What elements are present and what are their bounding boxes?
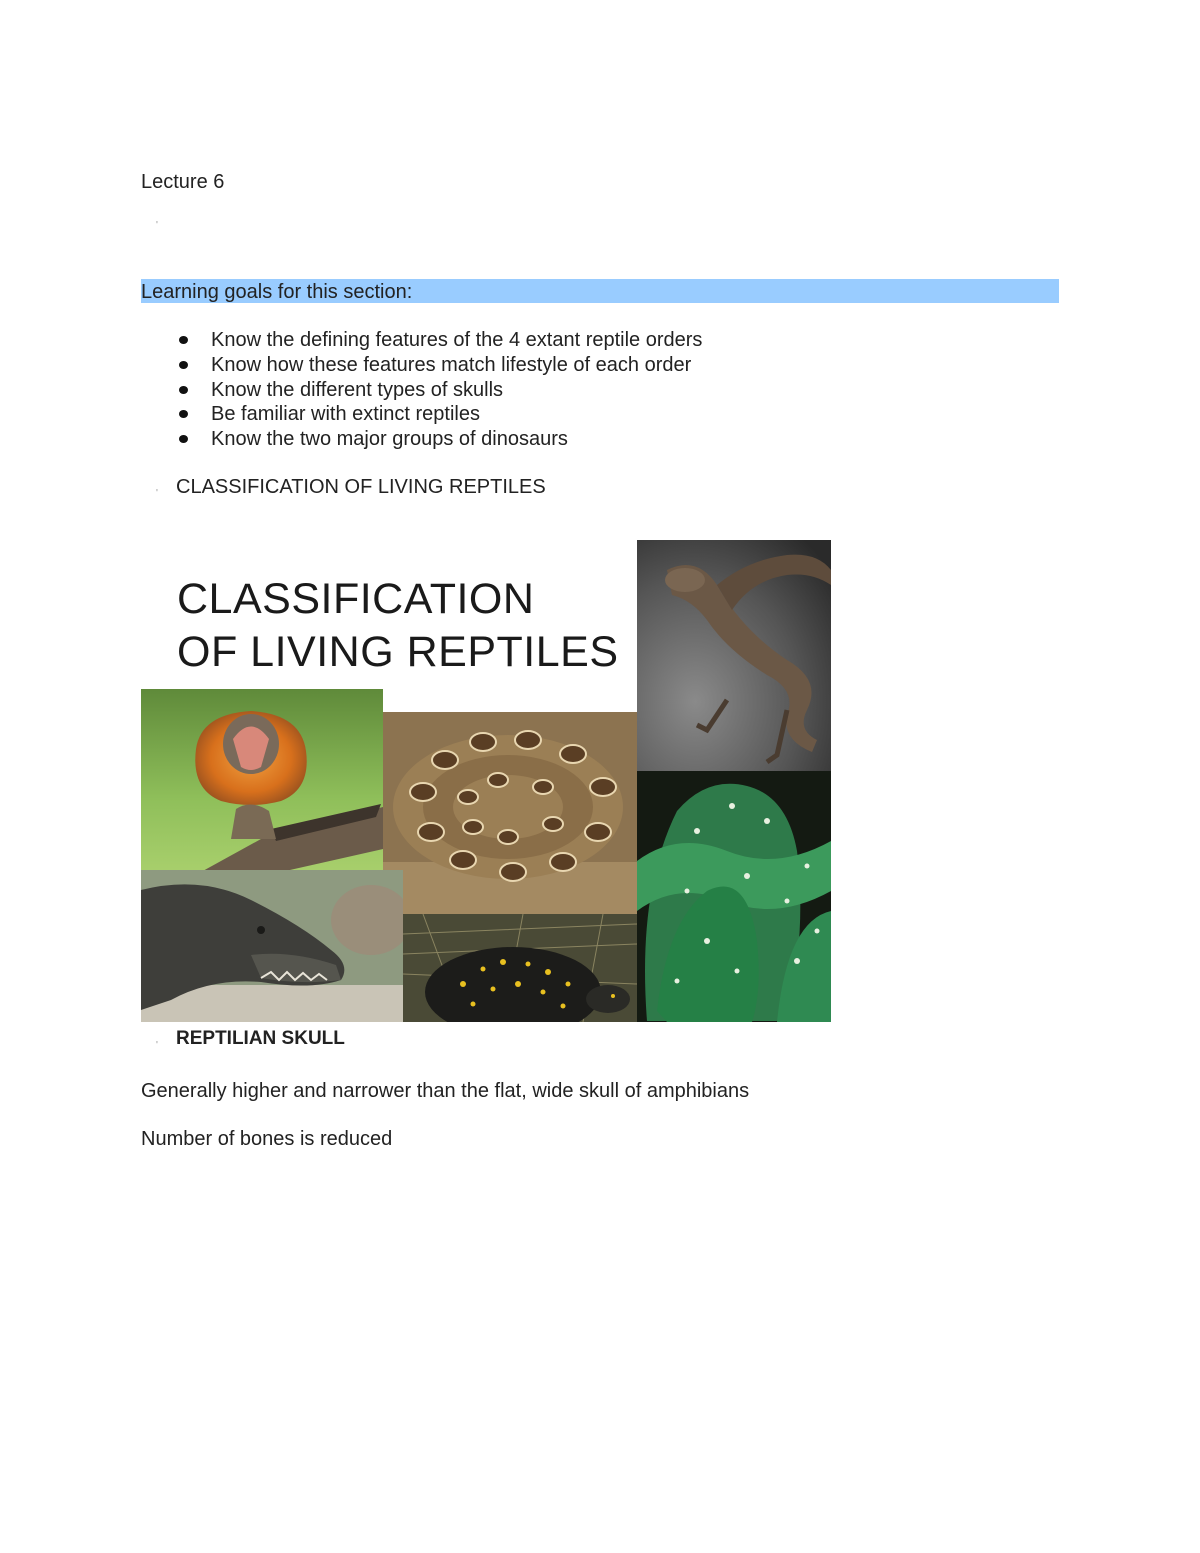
list-item bbox=[176, 378, 702, 403]
list-item-text: Know the different types of skulls bbox=[211, 378, 504, 401]
lecture-title: Lecture 6 bbox=[141, 171, 225, 193]
bullet-icon bbox=[179, 435, 188, 443]
list-item-text: Be familiar with extinct reptiles bbox=[211, 403, 480, 426]
list-item bbox=[176, 328, 702, 353]
bullet-icon bbox=[179, 386, 188, 394]
learning-goals-heading: Learning goals for this section: bbox=[141, 281, 413, 303]
bullet-icon bbox=[179, 361, 188, 369]
section-heading-reptilian-skull: REPTILIAN SKULL bbox=[176, 1028, 345, 1049]
section-heading-classification: CLASSIFICATION OF LIVING REPTILES bbox=[176, 476, 546, 498]
tick-mark: ' bbox=[156, 1040, 158, 1051]
reptile-collage-image bbox=[141, 540, 831, 1022]
viper-photo bbox=[383, 712, 637, 914]
list-item bbox=[176, 427, 702, 452]
list-item-text: Know how these features match lifestyle of each order bbox=[211, 353, 692, 376]
paragraph: Number of bones is reduced bbox=[141, 1128, 393, 1150]
list-item-text: Know the two major groups of dinosaurs bbox=[211, 428, 568, 451]
collage-title-line: OF LIVING REPTILES bbox=[177, 628, 619, 676]
collage-title bbox=[177, 573, 619, 679]
alligator-photo bbox=[141, 870, 403, 1022]
collage-title-line: CLASSIFICATION bbox=[177, 575, 535, 623]
list-item-text: Know the defining features of the 4 extant reptile orders bbox=[211, 329, 703, 351]
list-item bbox=[176, 353, 702, 378]
paragraph: Generally higher and narrower than the flat, wide skull of amphibians bbox=[141, 1080, 750, 1102]
bullet-icon bbox=[179, 336, 188, 344]
list-item bbox=[176, 402, 702, 427]
skink-photo bbox=[637, 540, 831, 771]
learning-goals-list bbox=[176, 328, 702, 452]
bullet-icon bbox=[179, 410, 188, 418]
tick-mark: ' bbox=[156, 220, 158, 231]
tick-mark: ' bbox=[156, 488, 158, 499]
spotted-turtle-photo bbox=[403, 914, 637, 1022]
green-tree-python-photo bbox=[637, 771, 831, 1022]
frilled-lizard-photo bbox=[141, 689, 383, 872]
